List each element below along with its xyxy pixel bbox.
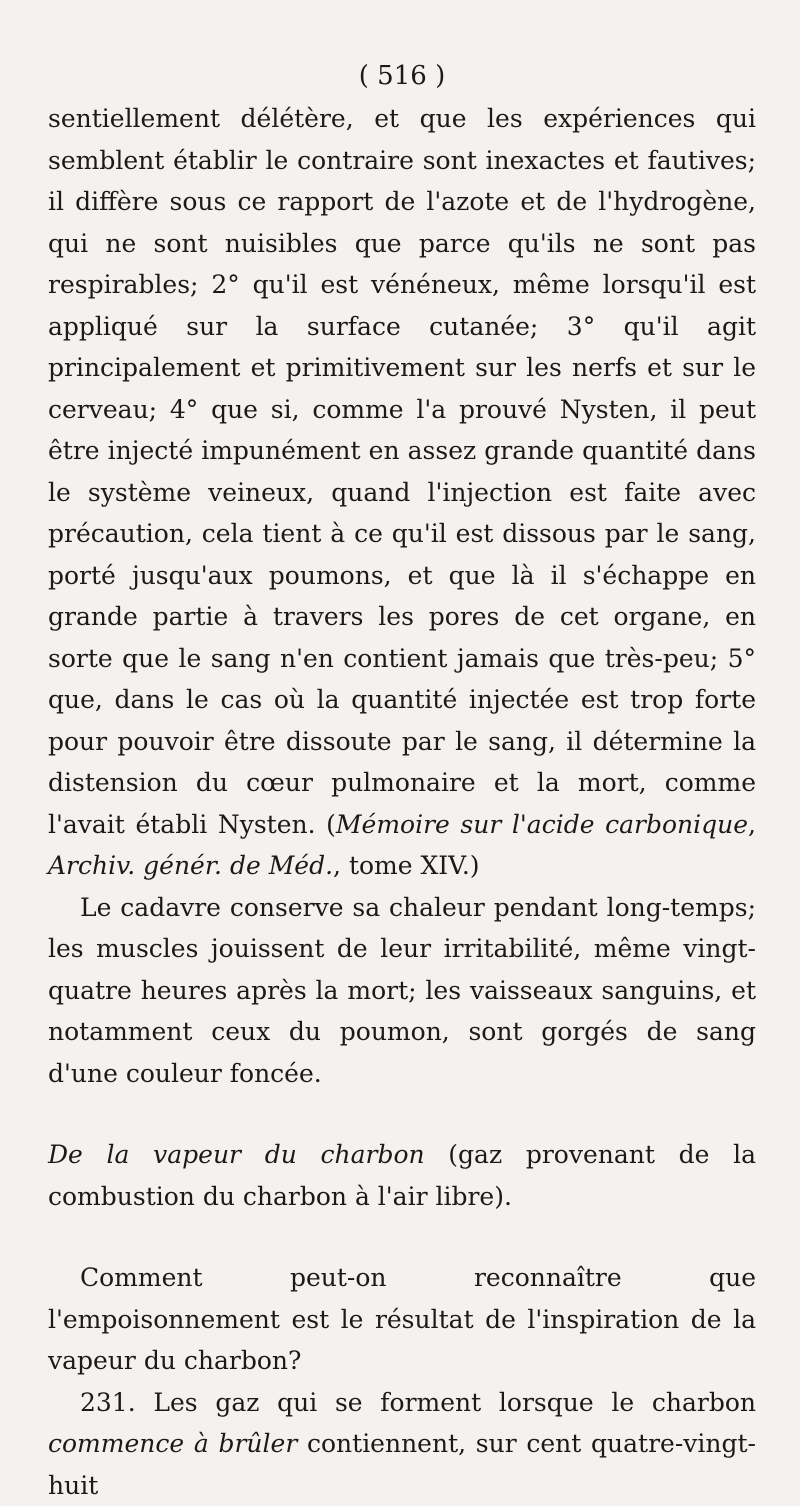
paragraph-number: 231. [80,1388,153,1417]
section-heading-italic: De la vapeur du charbon [48,1140,425,1169]
citation-separator: , [748,810,756,839]
section-gap [48,1094,756,1134]
section-heading-rest: (gaz provenant de la combustion du charbon à l'air libre). [48,1140,756,1211]
citation-title: Mémoire sur l'acide carbonique [336,810,748,839]
citation-journal: Archiv. génér. de Méd. [48,851,333,880]
section-heading [48,1134,756,1217]
paragraph-231 [48,1382,756,1506]
citation-end: , tome XIV.) [333,851,480,880]
paragraph-italic: commence à brûler [48,1429,297,1458]
paragraph-text: Les gaz qui se forment lorsque le charbon [153,1388,756,1417]
book-page [48,56,756,1506]
paragraph-continued [48,98,756,887]
question-paragraph: Comment peut-on reconnaître que l'empoisonnement est le résultat de l'inspiration de la vapeur du charbon? [48,1257,756,1382]
paragraph-text: contiennent, sur cent quatre-vingt-huit [48,1429,756,1500]
paragraph-text: sentiellement délétère, et que les expériences qui semblent établir le contraire sont inexactes et fautives; il diffère sous ce rapport de l'azote et de l'hydrogène, qui ne sont nuisibles que parce qu'ils ne sont pas respirables; 2° qu'il est vénéneux, même lorsqu'il est appliqué sur la surface cutanée; 3° qu'il agit principalement et primitivement sur les nerfs et sur le cerveau; 4° que si, comme l'a prouvé Nysten, il peut être injecté impunément en assez grande quantité dans le système veineux, quand l'injection est faite avec précaution, cela tient à ce qu'il est dissous par le sang, porté jusqu'aux poumons, et que là il s'échappe en grande partie à travers les pores de cet organe, en sorte que le sang n'en contient jamais que très-peu; 5° que, dans le cas où la quantité injectée est trop forte pour pouvoir être dissoute par le sang, il détermine la distension du cœur pulmonaire et la mort, comme l'avait établi Nysten. ( [48,104,756,839]
section-gap [48,1217,756,1257]
page-number: ( 516 ) [48,56,756,96]
paragraph-cadaver: Le cadavre conserve sa chaleur pendant long-temps; les muscles jouissent de leur irritabilité, même vingt-quatre heures après la mort; les vaisseaux sanguins, et notamment ceux du poumon, sont gorgés de sang d'une couleur foncée. [48,887,756,1095]
